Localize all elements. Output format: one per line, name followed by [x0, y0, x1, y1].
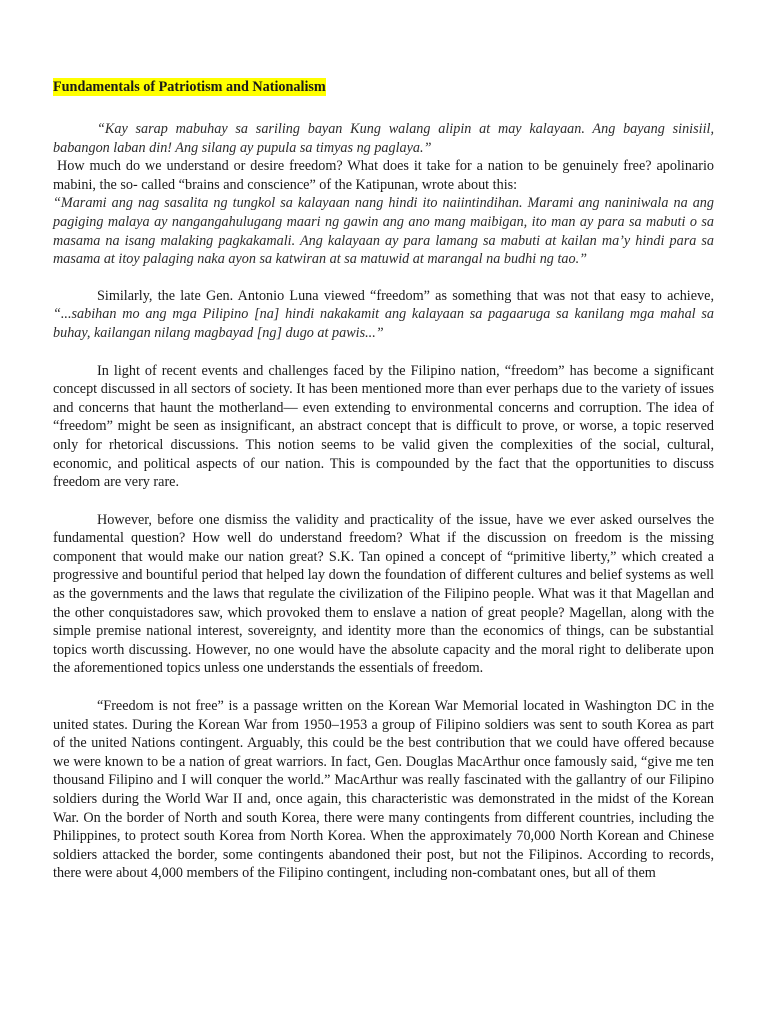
intro-paragraph: How much do we understand or desire freedom? What does it take for a nation to be genuinely free? apolinario mabini, the so- called “brains and conscience” of the Katipunan, wrote about this: [53, 158, 714, 193]
paragraph-korean-war: “Freedom is not free” is a passage written on the Korean War Memorial located in Washington DC in the united states. During the Korean War from 1950–1953 a group of Filipino soldiers was sent to south Korea as part of the united Nations contingent. Arguably, this could be the best contribution that we could have offered because we were known to be a nation of great warriors. In fact, Gen. Douglas MacArthur once famously said, “give me ten thousand Filipino and I will conquer the world.” MacArthur was really fascinated with the gallantry of our Filipino soldiers during the World War II and, once again, this characteristic was demonstrated in the midst of the Korean War. On the border of North and south Korea, there were many contingents from different countries, including the Philippines, to protect south Korea from North Korea. When the approximately 70,000 North Korean and Chinese soldiers attacked the border, some contingents abandoned their post, but not the Filipinos. According to records, there were about 4,000 members of the Filipino contingent, including non-combatant ones, but all of them [53, 698, 714, 882]
paragraph-fundamental-question: However, before one dismiss the validity and practicality of the issue, have we ever asked ourselves the fundamental question? How well do understand freedom? What if the discussion on freedom is the missing component that would make our nation great? S.K. Tan opined a concept of “primitive liberty,” which created a progressive and bountiful period that helped lay down the foundation of different cultures and belief systems as well as the governments and the laws that regulate the civilization of the Filipino people. What was it that Magellan and the other conquistadores saw, which provoked them to enslave a nation of great people? Magellan, along with the simple premise national interest, sovereignty, and identity more than the economics of things, can be substantial topics worth discussing. However, no one would have the absolute capacity and the moral right to deliberate upon the aforementioned topics unless one understands the essentials of freedom. [53, 511, 714, 677]
document-title: Fundamentals of Patriotism and Nationalism [53, 79, 326, 95]
luna-paragraph [53, 287, 714, 343]
document-page [53, 78, 714, 883]
tagalog-quote-1: “Kay sarap mabuhay sa sariling bayan Kung walang alipin at may kalayaan. Ang bayang sinisiil, babangon laban din! Ang silang ay pupula sa timyas ng paglaya.” [53, 121, 714, 156]
luna-quote: “...sabihan mo ang mga Pilipino [na] hindi nakakamit ang kalayaan sa pagaaruga sa kanilang mga mahal sa buhay, kailangan nilang magbayad [ng] dugo at pawis...” [53, 306, 714, 341]
luna-lead-text: Similarly, the late Gen. Antonio Luna viewed “freedom” as something that was not that easy to achieve, [97, 287, 714, 304]
paragraph-freedom-concept: In light of recent events and challenges faced by the Filipino nation, “freedom” has become a significant concept discussed in all sectors of society. It has been mentioned more than ever perhaps due to the variety of issues and concerns that haunt the motherland— even extending to environmental concerns and corruption. The idea of “freedom” might be seen as insignificant, an abstract concept that is difficult to prove, or worse, a topic reserved only for rhetorical discussions. This notion seems to be valid given the complexities of the social, cultural, economic, and political aspects of our nation. This is compounded by the fact that the opportunities to discuss freedom are very rare. [53, 362, 714, 491]
mabini-quote: “Marami ang nag sasalita ng tungkol sa kalayaan nang hindi ito naiintindihan. Marami ang naniniwala na ang pagiging malaya ay nangangahulugang maari ng gawin ang ano mang maibigan, ito man ay para sa mabuti o sa masama na isang malaking pagkakamali. Ang kalayaan ay para lamang sa mabuti at kailan ma’y hindi para sa masama at itoy palaging naka ayon sa katwiran at sa matuwid at marangal na budhi ng tao.” [53, 195, 714, 268]
